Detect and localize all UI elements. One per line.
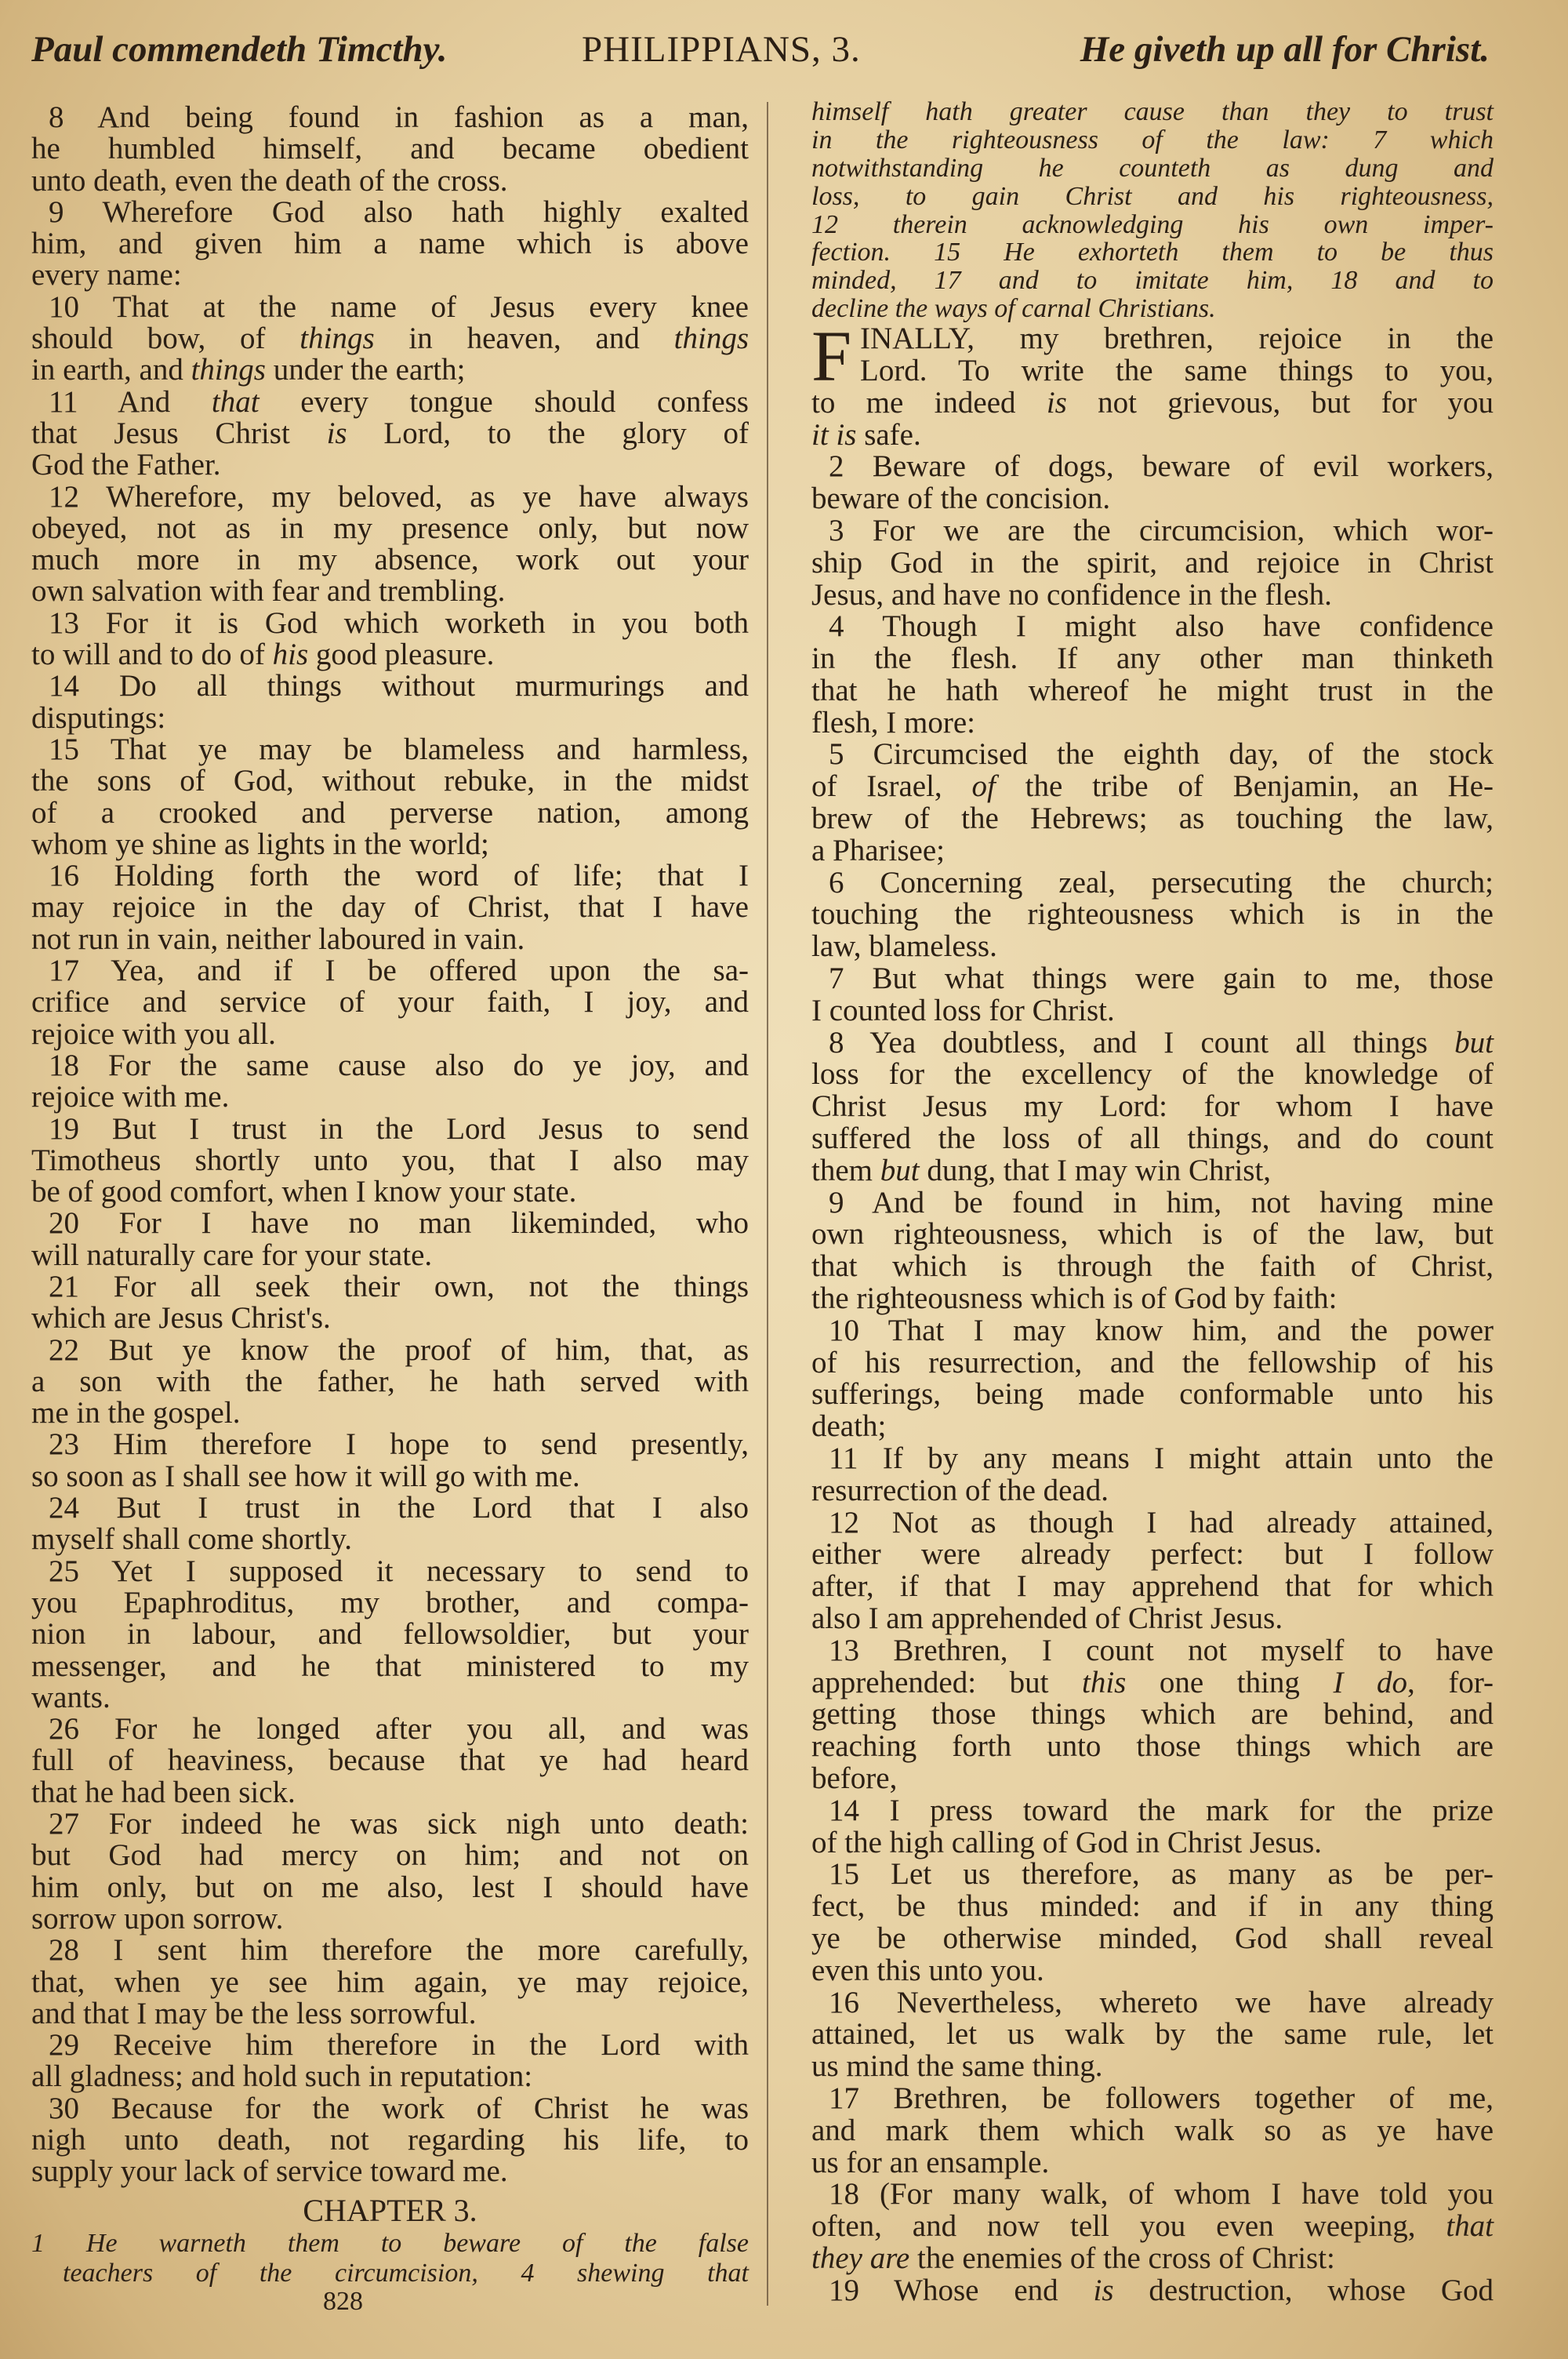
verse <box>31 1492 749 1556</box>
text-line: law, blameless. <box>811 929 997 964</box>
text-line: loss for the excellency of the knowledge of <box>811 1057 1494 1092</box>
text-line: own righteousness, which is of the law, but <box>811 1217 1494 1252</box>
italic-text: but <box>1454 1025 1494 1060</box>
text-line: in the righteousness of the law: 7 which <box>811 125 1494 154</box>
text-line: 3 For we are the circumcision, which wor- <box>829 513 1494 547</box>
text-line: ye be otherwise minded, God shall reveal <box>811 1921 1494 1955</box>
verse <box>811 1795 1494 1859</box>
verse <box>31 102 749 197</box>
text-line: us mind the same thing. <box>811 2049 1103 2084</box>
text-line <box>811 1667 1494 1699</box>
text-line: 14 Do all things without murmurings and <box>49 669 749 703</box>
text-line: 26 For he longed after you all, and was <box>49 1712 749 1747</box>
italic-text: things <box>673 322 750 356</box>
text-line: I counted loss for Christ. <box>811 993 1115 1027</box>
verse <box>31 605 749 672</box>
text-line <box>811 1027 1494 1060</box>
verse <box>811 1635 1494 1795</box>
text-line <box>31 384 749 419</box>
text-line: of a crooked and perverse nation, among <box>31 795 749 830</box>
text-line: him, and given him a name which is above <box>31 227 749 261</box>
running-head-right: He giveth up all for Christ. <box>1080 29 1490 70</box>
text-line: supply your lack of service toward me. <box>31 2154 508 2189</box>
text-line: minded, 17 and to imitate him, 18 and to <box>811 266 1494 296</box>
text-line: 15 Let us therefore, as many as be per- <box>829 1857 1494 1892</box>
italic-text: but <box>880 1153 920 1187</box>
italic-text: that <box>1446 2209 1494 2244</box>
text-line: 25 Yet I supposed it necessary to send to <box>49 1554 749 1588</box>
verse <box>811 611 1494 739</box>
text-line <box>811 2243 1494 2275</box>
verse <box>811 1443 1494 1507</box>
text-line: wants. <box>31 1680 111 1714</box>
text-line: 29 Receive him therefore in the Lord with <box>49 2028 749 2063</box>
text-line: death; <box>811 1409 887 1444</box>
text-line: 11 If by any means I might attain unto the <box>829 1441 1494 1476</box>
text-line: the righteousness which is of God by faith: <box>811 1281 1338 1316</box>
text-line: 17 Yea, and if I be offered upon the sa- <box>49 954 749 988</box>
verse <box>811 739 1494 867</box>
text-line: 13 For it is God which worketh in you both <box>49 605 749 640</box>
verse <box>31 1556 749 1714</box>
text-run: to me indeed <box>811 385 1047 420</box>
text-line <box>811 2275 1494 2307</box>
text-line: suffered the loss of all things, and do count <box>811 1121 1494 1156</box>
text-line: he humbled himself, and became obedient <box>31 132 749 166</box>
text-line: may rejoice in the day of Christ, that I have <box>31 890 749 925</box>
running-head-left: Paul commendeth Timcthy. <box>31 29 448 70</box>
verse <box>31 1332 749 1430</box>
text-line: him only, but on me also, lest I should have <box>31 1870 749 1904</box>
text-line: every name: <box>31 258 182 293</box>
text-line: 10 That I may know him, and the power <box>829 1313 1494 1347</box>
text-line: us for an ensample. <box>811 2145 1050 2179</box>
verse <box>811 1315 1494 1443</box>
text-line: myself shall come shortly. <box>31 1522 353 1557</box>
text-line: fect, be thus minded: and if in any thing <box>811 1889 1494 1924</box>
text-line: INALLY, my brethren, rejoice in the <box>860 322 1494 356</box>
italic-text: is <box>1093 2273 1114 2307</box>
text-line: beware of the concision. <box>811 482 1111 516</box>
text-run: destruction, whose God <box>1113 2273 1494 2307</box>
text-line: resurrection of the dead. <box>811 1473 1109 1507</box>
text-line: sufferings, being made conformable unto his <box>811 1377 1494 1412</box>
text-line: will naturally care for your state. <box>31 1238 433 1272</box>
text-run: 19 Whose end <box>829 2273 1094 2307</box>
text-run: in earth, and <box>31 353 191 387</box>
text-run: should bow, of <box>31 322 300 356</box>
text-line: 21 For all seek their own, not the things <box>49 1269 749 1303</box>
text-line: obeyed, not as in my presence only, but now <box>31 511 749 545</box>
text-line: touching the righteousness which is in the <box>811 897 1494 932</box>
text-line: 5 Circumcised the eighth day, of the stock <box>829 737 1494 772</box>
text-line: 23 Him therefore I hope to send presently, <box>49 1427 749 1462</box>
text-line: that he hath whereof he might trust in the <box>811 673 1494 707</box>
text-run: apprehended: but <box>811 1665 1082 1699</box>
text-line: that he had been sick. <box>31 1775 296 1809</box>
text-run: often, and now tell you even weeping, <box>811 2209 1446 2244</box>
text-line <box>811 1155 1494 1187</box>
verse <box>811 963 1494 1027</box>
text-line: Christ Jesus my Lord: for whom I have <box>811 1089 1494 1124</box>
italic-text: I do <box>1333 1665 1408 1699</box>
text-line: 14 I press toward the mark for the prize <box>829 1793 1494 1827</box>
italic-text: that <box>211 384 260 419</box>
verse <box>811 1187 1494 1315</box>
text-line: rejoice with you all. <box>31 1016 276 1051</box>
text-run: not grievous, but for you <box>1066 385 1494 420</box>
text-line: nion in labour, and fellowsoldier, but your <box>31 1617 749 1652</box>
text-line: Lord. To write the same things to you, <box>860 353 1494 387</box>
text-line: 24 But I trust in the Lord that I also <box>49 1491 749 1525</box>
verse <box>31 955 749 1050</box>
text-line: 27 For indeed he was sick nigh unto death: <box>49 1807 749 1841</box>
text-line: of the high calling of God in Christ Jesus. <box>811 1825 1323 1859</box>
verse <box>811 451 1494 515</box>
text-line: 28 I sent him therefore the more carefully, <box>49 1933 749 1968</box>
text-run: Lord, to the glory of <box>347 416 749 450</box>
text-line: in the flesh. If any other man thinketh <box>811 642 1494 676</box>
text-run: every tongue should confess <box>259 384 749 419</box>
text-line: getting those things which are behind, and <box>811 1697 1494 1732</box>
text-line: 18 For the same cause also do ye joy, and <box>49 1048 749 1082</box>
text-line: 19 But I trust in the Lord Jesus to send <box>49 1111 749 1146</box>
text-line: 30 Because for the work of Christ he was <box>49 2091 749 2125</box>
text-line: of his resurrection, and the fellowship of his <box>811 1345 1494 1379</box>
text-line: God the Father. <box>31 448 221 482</box>
text-line: flesh, I more: <box>811 705 976 740</box>
text-line: either were already perfect: but I follow <box>811 1537 1494 1572</box>
text-run: under the earth; <box>265 353 466 387</box>
verse <box>31 1935 749 2030</box>
verse <box>811 2275 1494 2307</box>
drop-cap: F <box>811 316 852 397</box>
right-column <box>811 98 1494 2307</box>
text-line: 16 Holding forth the word of life; that I <box>49 859 749 893</box>
italic-text: it is <box>811 417 857 452</box>
text-line <box>811 417 1494 452</box>
text-run: the enemies of the cross of Christ: <box>909 2241 1335 2275</box>
verse <box>31 1271 749 1335</box>
verse <box>31 1714 749 1808</box>
text-line <box>31 354 749 386</box>
verse <box>811 1027 1494 1187</box>
verse <box>31 384 749 482</box>
italic-text: things <box>299 322 375 356</box>
text-line: but God had mercy on him; and not on <box>31 1838 749 1873</box>
chapter-summary-continued <box>811 98 1494 323</box>
text-line: be of good comfort, when I know your state. <box>31 1175 577 1209</box>
text-line: 22 But ye know the proof of him, that, as <box>49 1332 749 1367</box>
text-line: full of heaviness, because that ye had heard <box>31 1743 749 1778</box>
text-line: notwithstanding he counteth as dung and <box>811 153 1494 183</box>
text-line: a Pharisee; <box>811 833 946 867</box>
text-line: all gladness; and hold such in reputation: <box>31 2059 533 2094</box>
text-line: 16 Nevertheless, whereto we have already <box>829 1985 1494 2019</box>
verse <box>31 860 749 955</box>
text-run: to will and to do of <box>31 638 273 672</box>
left-verses <box>31 102 749 2188</box>
verse <box>31 1208 749 1271</box>
text-line: decline the ways of carnal Christians. <box>811 294 1216 324</box>
text-line: 1 He warneth them to beware of the false <box>31 2228 749 2258</box>
text-run: one thing <box>1126 1665 1334 1699</box>
text-line <box>811 387 1494 420</box>
text-line: rejoice with me. <box>31 1080 230 1114</box>
verse <box>811 1987 1494 2083</box>
text-line: which are Jesus Christ's. <box>31 1301 331 1336</box>
verse <box>31 289 750 387</box>
italic-text: this <box>1082 1665 1127 1699</box>
text-line: and that I may be the less sorrowful. <box>31 1996 477 2030</box>
text-line: ship God in the spirit, and rejoice in Christ <box>811 545 1494 580</box>
text-line: the sons of God, without rebuke, in the midst <box>31 764 749 798</box>
verse <box>811 867 1494 963</box>
text-line: even this unto you. <box>811 1953 1044 1987</box>
text-run: safe. <box>856 417 921 452</box>
text-line: teachers of the circumcision, 4 shewing that <box>63 2258 749 2288</box>
page-number: 828 <box>323 2286 363 2316</box>
text-line: 7 But what things were gain to me, those <box>829 961 1494 996</box>
text-line: you Epaphroditus, my brother, and compa- <box>31 1585 749 1619</box>
text-run: of Israel, <box>811 769 972 804</box>
text-run: them <box>811 1153 880 1187</box>
italic-text: his <box>272 638 309 672</box>
text-line: sorrow upon sorrow. <box>31 1901 284 1936</box>
text-line: so soon as I shall see how it will go with me. <box>31 1459 580 1493</box>
text-line: nigh unto death, not regarding his life, to <box>31 2123 749 2157</box>
text-line: a son with the father, he hath served with <box>31 1364 749 1398</box>
verse <box>31 671 749 734</box>
text-line: 12 Wherefore, my beloved, as ye have always <box>49 479 749 514</box>
verse <box>811 2179 1494 2274</box>
verse <box>31 194 749 293</box>
text-line: 10 That at the name of Jesus every knee <box>49 289 749 324</box>
text-line: 6 Concerning zeal, persecuting the church; <box>829 865 1494 900</box>
text-line <box>31 418 749 449</box>
text-line: 18 (For many walk, of whom I have told you <box>829 2177 1494 2212</box>
text-line: that which is through the faith of Christ, <box>811 1249 1494 1284</box>
text-line: that, when ye see him again, ye may rejoice, <box>31 1965 749 1999</box>
verse <box>31 1111 749 1209</box>
italic-text: is <box>326 416 347 450</box>
text-line: reaching forth unto those things which are <box>811 1729 1494 1764</box>
text-run: good pleasure. <box>308 638 495 672</box>
text-line: 4 Though I might also have confidence <box>829 609 1494 644</box>
text-line: 12 Not as though I had already attained, <box>829 1505 1494 1539</box>
verse <box>31 1808 749 1935</box>
italic-text: they are <box>811 2241 910 2275</box>
text-line: own salvation with fear and trembling. <box>31 574 506 609</box>
italic-text: of <box>971 769 996 804</box>
italic-text: is <box>1046 385 1067 420</box>
verse <box>31 1429 749 1492</box>
right-verses <box>811 387 1494 2307</box>
chapter-summary <box>31 2229 749 2288</box>
text-run: 11 And <box>49 384 212 419</box>
text-line: 9 Wherefore God also hath highly exalted <box>49 194 749 229</box>
left-column <box>31 102 749 2315</box>
verse <box>31 479 749 609</box>
text-run: that Jesus Christ <box>31 416 327 450</box>
text-line: crifice and service of your faith, I joy, and <box>31 985 749 1020</box>
text-line: much more in my absence, work out your <box>31 543 749 577</box>
text-run: the tribe of Benjamin, an He- <box>995 769 1494 804</box>
text-line: 8 And being found in fashion as a man, <box>49 100 749 134</box>
text-line: 15 That ye may be blameless and harmless, <box>49 732 749 766</box>
italic-text: things <box>191 353 266 387</box>
text-line: 2 Beware of dogs, beware of evil workers, <box>829 449 1494 484</box>
verse <box>31 734 749 860</box>
column-divider <box>767 102 768 2306</box>
text-run: 8 Yea doubtless, and I count all things <box>829 1025 1455 1060</box>
text-line: 17 Brethren, be followers together of me, <box>829 2081 1494 2115</box>
text-line: whom ye shine as lights in the world; <box>31 827 489 861</box>
verse <box>811 387 1494 452</box>
verse <box>811 1859 1494 1986</box>
text-line: disputings: <box>31 700 166 735</box>
text-line: fection. 15 He exhorteth them to be thus <box>811 238 1494 267</box>
text-line <box>31 639 749 671</box>
text-line: messenger, and he that ministered to my <box>31 1648 749 1683</box>
verse-1-opening <box>811 316 1494 397</box>
text-run: in heaven, and <box>374 322 674 356</box>
verse <box>31 2093 749 2188</box>
text-line: also I am apprehended of Christ Jesus. <box>811 1601 1283 1635</box>
verse <box>811 1507 1494 1635</box>
text-line <box>811 2211 1494 2243</box>
text-line: 20 For I have no man likeminded, who <box>49 1206 749 1241</box>
text-run: , for- <box>1407 1665 1494 1699</box>
text-line: Jesus, and have no confidence in the flesh. <box>811 577 1332 612</box>
verse <box>31 1050 749 1114</box>
chapter-heading: CHAPTER 3. <box>303 2192 477 2228</box>
text-line: unto death, even the death of the cross. <box>31 163 508 198</box>
verse <box>31 2030 749 2093</box>
text-line: 9 And be found in him, not having mine <box>829 1185 1494 1219</box>
running-head-book-chapter: PHILIPPIANS, 3. <box>582 29 861 70</box>
verse <box>811 515 1494 611</box>
text-line: before, <box>811 1761 898 1795</box>
text-line: after, if that I may apprehend that for which <box>811 1569 1494 1604</box>
text-line: 12 therein acknowledging his own imper- <box>811 209 1494 239</box>
text-line <box>31 323 749 354</box>
text-line: and mark them which walk so as ye have <box>811 2113 1494 2147</box>
text-line: himself hath greater cause than they to trust <box>811 97 1494 126</box>
text-line: not run in vain, neither laboured in vain. <box>31 921 525 956</box>
text-line: Timotheus shortly unto you, that I also may <box>31 1143 749 1177</box>
text-line: attained, let us walk by the same rule, let <box>811 2017 1494 2052</box>
text-line: 13 Brethren, I count not myself to have <box>829 1633 1494 1667</box>
text-line: me in the gospel. <box>31 1396 241 1430</box>
text-line: loss, to gain Christ and his righteousness, <box>811 181 1494 211</box>
text-run: dung, that I may win Christ, <box>919 1153 1272 1187</box>
text-line <box>811 771 1494 803</box>
verse <box>811 2083 1494 2179</box>
text-line: brew of the Hebrews; as touching the law, <box>811 801 1494 836</box>
